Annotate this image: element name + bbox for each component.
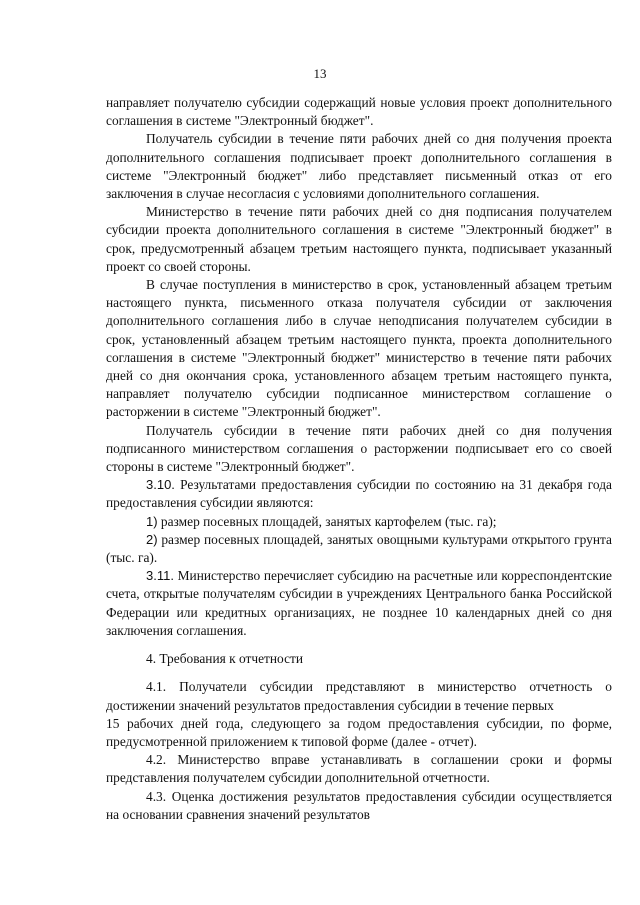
- paragraph-3-10: [106, 476, 612, 512]
- paragraph-4-1-continued: 15 рабочих дней года, следующего за годом предоставления субсидии, по форме, предусмотренной приложением к типовой форме (далее - отчет).: [106, 715, 612, 749]
- paragraph: В случае поступления в министерство в срок, установленный абзацем третьим настоящего пункта, письменного отказа получателя субсидии от заключения дополнительного соглашения либо в случае неподписания получателем субсидии в срок, установленный абзацем третьим настоящего пункта, проекта дополнительного соглашения в системе "Электронный бюджет" министерство в течение пяти рабочих дней со дня окончания срока, установленного абзацем третьим настоящего пункта, направляет получателю субсидии подписанное министерством соглашение о расторжении в системе "Электронный бюджет".: [106, 277, 612, 420]
- paragraph: направляет получателю субсидии содержащий новые условия проект дополнительного соглашения в системе "Электронный бюджет".: [106, 95, 612, 129]
- list-number: 1): [146, 513, 158, 529]
- clause-text: Результатами предоставления субсидии по состоянию на 31 декабря года предоставления субсидии являются:: [106, 477, 612, 511]
- paragraph: Получатель субсидии в течение пяти рабочих дней со дня получения подписанного министерством соглашения о расторжении подписывает его со своей стороны в системе "Электронный бюджет".: [106, 422, 612, 475]
- clause-number: 3.10.: [146, 477, 175, 493]
- list-text: размер посевных площадей, занятых овощными культурами открытого грунта (тыс. га).: [106, 531, 612, 566]
- paragraph: Получатель субсидии в течение пяти рабочих дней со дня получения проекта дополнительного соглашения подписывает проект дополнительного соглашения в системе "Электронный бюджет" либо представляет письменный отказ от его заключения в случае несогласия с условиями дополнительного соглашения.: [106, 131, 612, 202]
- paragraph-3-11: [106, 567, 612, 640]
- list-number: 2): [146, 531, 158, 547]
- paragraph: Министерство в течение пяти рабочих дней со дня подписания получателем субсидии проекта дополнительного соглашения в системе "Электронный бюджет" в срок, предусмотренный абзацем третьим настоящего пункта, подписывает указанный проект со своей стороны.: [106, 204, 612, 274]
- list-item: [106, 513, 612, 531]
- paragraph-4-1: 4.1. Получатели субсидии представляют в министерство отчетность о достижении значений результатов предоставления субсидии в течение первых: [106, 679, 612, 713]
- list-text: размер посевных площадей, занятых картофелем (тыс. га);: [157, 513, 497, 529]
- clause-text: Министерство перечисляет субсидию на расчетные или корреспондентские счета, открытые получателям субсидии в учреждениях Центрального банка Российской Федерации или кредитных организациях, не позднее 10 календарных дней со дня заключения соглашения.: [106, 568, 612, 638]
- paragraph-4-2: 4.2. Министерство вправе устанавливать в соглашении сроки и формы представления получателем субсидии дополнительной отчетности.: [106, 752, 612, 786]
- page-number: 13: [313, 66, 327, 81]
- section-heading: 4. Требования к отчетности: [146, 651, 304, 667]
- document-body: [106, 94, 612, 824]
- list-item: [106, 531, 612, 567]
- paragraph-4-3: 4.3. Оценка достижения результатов предоставления субсидии осуществляется на основании сравнения значений результатов: [106, 788, 612, 822]
- clause-number: 3.11.: [146, 568, 174, 584]
